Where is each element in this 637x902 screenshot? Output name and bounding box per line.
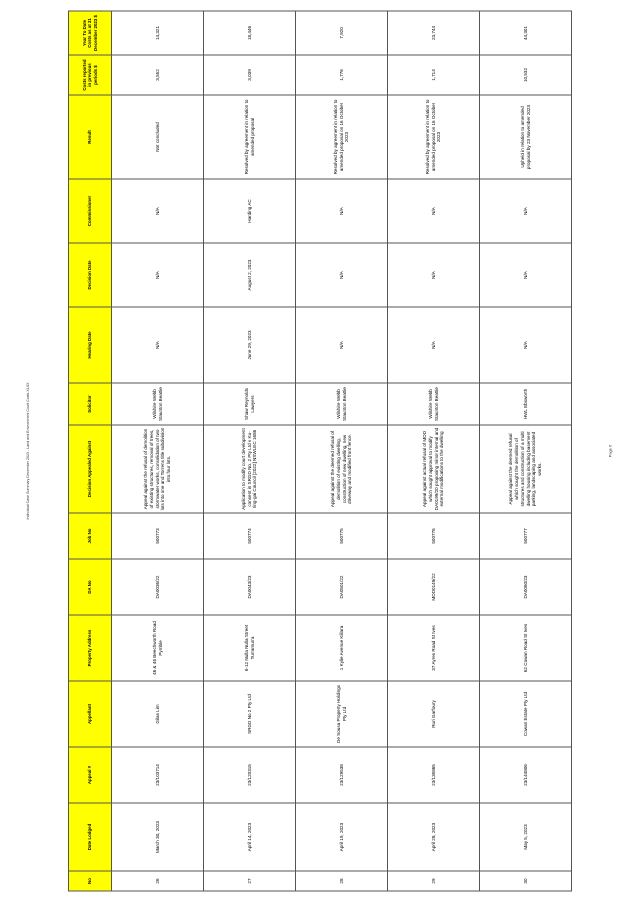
cell-decision: Appeal against actual refusal of MOD which sought approval to modify DA0199/20 proposing minor internal and external modifications to the dwelling — [388, 425, 480, 513]
cell-result: Not concluded — [112, 95, 204, 179]
header-text: Individual Case Summary December 2023 - Land and Environment Court Costs.XLSX — [26, 382, 30, 520]
cell-result: Resolved by agreement in relation to amended proposal on 16 October 2023 — [388, 95, 480, 179]
cell-appellant: De Sousa Property Holdings Pty Ltd — [296, 681, 388, 747]
cell-address: 1 Kylie Avenue Killara — [296, 615, 388, 681]
col-header-decision-appealed: Decision Appealed Against — [69, 425, 112, 513]
cell-job-no: 500776 — [388, 513, 480, 559]
table-row — [296, 11, 388, 891]
cell-date-lodged: April 19, 2023 — [296, 803, 388, 871]
cell-job-no: 500777 — [480, 513, 572, 559]
cell-decision: Application to modify court development consent in SRGD No. 2 Pty Ltd v Ku-ring-gai Council [2022] NSWLEC 1686 — [204, 425, 296, 513]
cell-solicitor: Wilshire Webb Staunton Beattie — [296, 383, 388, 425]
col-header-hearing-date: Hearing Date — [69, 307, 112, 383]
cell-solicitor: Wilshire Webb Staunton Beattie — [112, 383, 204, 425]
cell-result: Resolved by agreement in relation to amended proposal on 16 October 2023 — [296, 95, 388, 179]
cell-address: 46 & 46 Beechworth Road Pymble — [112, 615, 204, 681]
col-header-solicitor: Solicitor — [69, 383, 112, 425]
cell-decision: Appeal against the refusal of demolition of existing structures, removal of trees, stormwater works, consolidation of two lots into one and Torrens title subdivision into four lots. — [112, 425, 204, 513]
cell-appellant: Gilas Lim — [112, 681, 204, 747]
col-header-date-lodged: Date Lodged — [69, 803, 112, 871]
col-header-decision-date: Decision Date — [69, 243, 112, 307]
col-header-ytd-costs: Year To Date Costs as at 31 December 2023 $ — [69, 11, 112, 55]
table-row — [112, 11, 204, 891]
cell-no: 29 — [388, 871, 480, 891]
col-header-property-address: Property Address — [69, 615, 112, 681]
cell-appeal: 23/129538 — [296, 747, 388, 803]
cell-decision-date: N/A — [480, 243, 572, 307]
cell-decision-date: N/A — [296, 243, 388, 307]
cell-da-no: DA0036/22 — [112, 559, 204, 615]
cell-commissioner: Harding AC — [204, 179, 296, 243]
cell-date-lodged: May 5, 2023 — [480, 803, 572, 871]
cell-hearing-date: N/A — [388, 307, 480, 383]
cell-hearing-date: N/A — [480, 307, 572, 383]
cell-commissioner: N/A — [296, 179, 388, 243]
table-row — [204, 11, 296, 891]
cell-appeal: 23/144806 — [480, 747, 572, 803]
cell-appeal: 23/135865 — [388, 747, 480, 803]
cell-date-lodged: March 30, 2023 — [112, 803, 204, 871]
table-row — [388, 11, 480, 891]
cell-ytd-costs: 7,920 — [296, 11, 388, 55]
cell-hearing-date: June 29, 2023 — [204, 307, 296, 383]
col-header-commissioner: Commissioner — [69, 179, 112, 243]
cell-da-no: DA0043/23 — [204, 559, 296, 615]
cell-solicitor: Shaw Reynolds Lawyers — [204, 383, 296, 425]
cell-ytd-costs: 23,744 — [388, 11, 480, 55]
cell-commissioner: N/A — [480, 179, 572, 243]
col-header-job-no: Job No — [69, 513, 112, 559]
cell-prev-costs: 3,039 — [204, 55, 296, 95]
cell-hearing-date: N/A — [296, 307, 388, 383]
col-header-result: Result — [69, 95, 112, 179]
cell-decision: Appeal against the deemed refusal of demolition of existing dwelling, construction of new dwelling, new driveway and modified front fence. — [296, 425, 388, 513]
cell-decision: Appeal against the deemed refusal which sought the demolition of structures and construction of a multi dwelling housing including basement parking, landscaping and associated works. — [480, 425, 572, 513]
cell-decision-date: August 2, 2023 — [204, 243, 296, 307]
cell-address: 37 Ayres Road St Ives — [388, 615, 480, 681]
cell-appellant: SRGD No 2 Pty Ltd — [204, 681, 296, 747]
cell-no: 27 — [204, 871, 296, 891]
cell-address: 62 Cowan Road St Ives — [480, 615, 572, 681]
cell-prev-costs: 1,776 — [296, 55, 388, 95]
cell-no: 30 — [480, 871, 572, 891]
cell-solicitor: HWL Ebsworth — [480, 383, 572, 425]
col-header-appellant: Appellant — [69, 681, 112, 747]
col-header-prev-costs: Costs reported in previous periods $ — [69, 55, 112, 95]
cell-ytd-costs: 44,301 — [480, 11, 572, 55]
cell-solicitor: Wilshire Webb Staunton Beattie — [388, 383, 480, 425]
cell-result: Upheld in relation to amended proposal by 23 November 2023 — [480, 95, 572, 179]
table-header-row — [69, 11, 112, 891]
cell-appeal: 23/120315 — [204, 747, 296, 803]
cell-no: 26 — [112, 871, 204, 891]
col-header-da-no: DA No — [69, 559, 112, 615]
cell-date-lodged: April 28, 2023 — [388, 803, 480, 871]
cell-job-no: 500773 — [112, 513, 204, 559]
cell-prev-costs: 3,552 — [112, 55, 204, 95]
col-header-appeal: Appeal # — [69, 747, 112, 803]
table-row — [480, 11, 572, 891]
cell-appeal: 23/103714 — [112, 747, 204, 803]
cell-appellant: Ruri Garfoury — [388, 681, 480, 747]
cell-job-no: 500774 — [204, 513, 296, 559]
cell-no: 28 — [296, 871, 388, 891]
cell-commissioner: N/A — [112, 179, 204, 243]
page-number: Page 6 — [607, 444, 613, 458]
cell-hearing-date: N/A — [112, 307, 204, 383]
cell-da-no: DA0060/23 — [480, 559, 572, 615]
cell-ytd-costs: 14,321 — [112, 11, 204, 55]
cell-decision-date: N/A — [112, 243, 204, 307]
cell-appellant: Cowan Estate Pty Ltd — [480, 681, 572, 747]
cell-prev-costs: 10,532 — [480, 55, 572, 95]
cell-result: Resolved by agreement in relation to amended proposal — [204, 95, 296, 179]
cell-decision-date: N/A — [388, 243, 480, 307]
cell-job-no: 500775 — [296, 513, 388, 559]
col-header-no: No — [69, 871, 112, 891]
cell-date-lodged: April 14, 2023 — [204, 803, 296, 871]
cell-prev-costs: 1,714 — [388, 55, 480, 95]
cell-ytd-costs: 18,446 — [204, 11, 296, 55]
cell-da-no: MOD0149/22 — [388, 559, 480, 615]
cell-commissioner: N/A — [388, 179, 480, 243]
case-summary-table — [68, 11, 572, 892]
cell-da-no: DA0501/22 — [296, 559, 388, 615]
cell-address: 6-12 Nulla Nulla Street Turramurra — [204, 615, 296, 681]
